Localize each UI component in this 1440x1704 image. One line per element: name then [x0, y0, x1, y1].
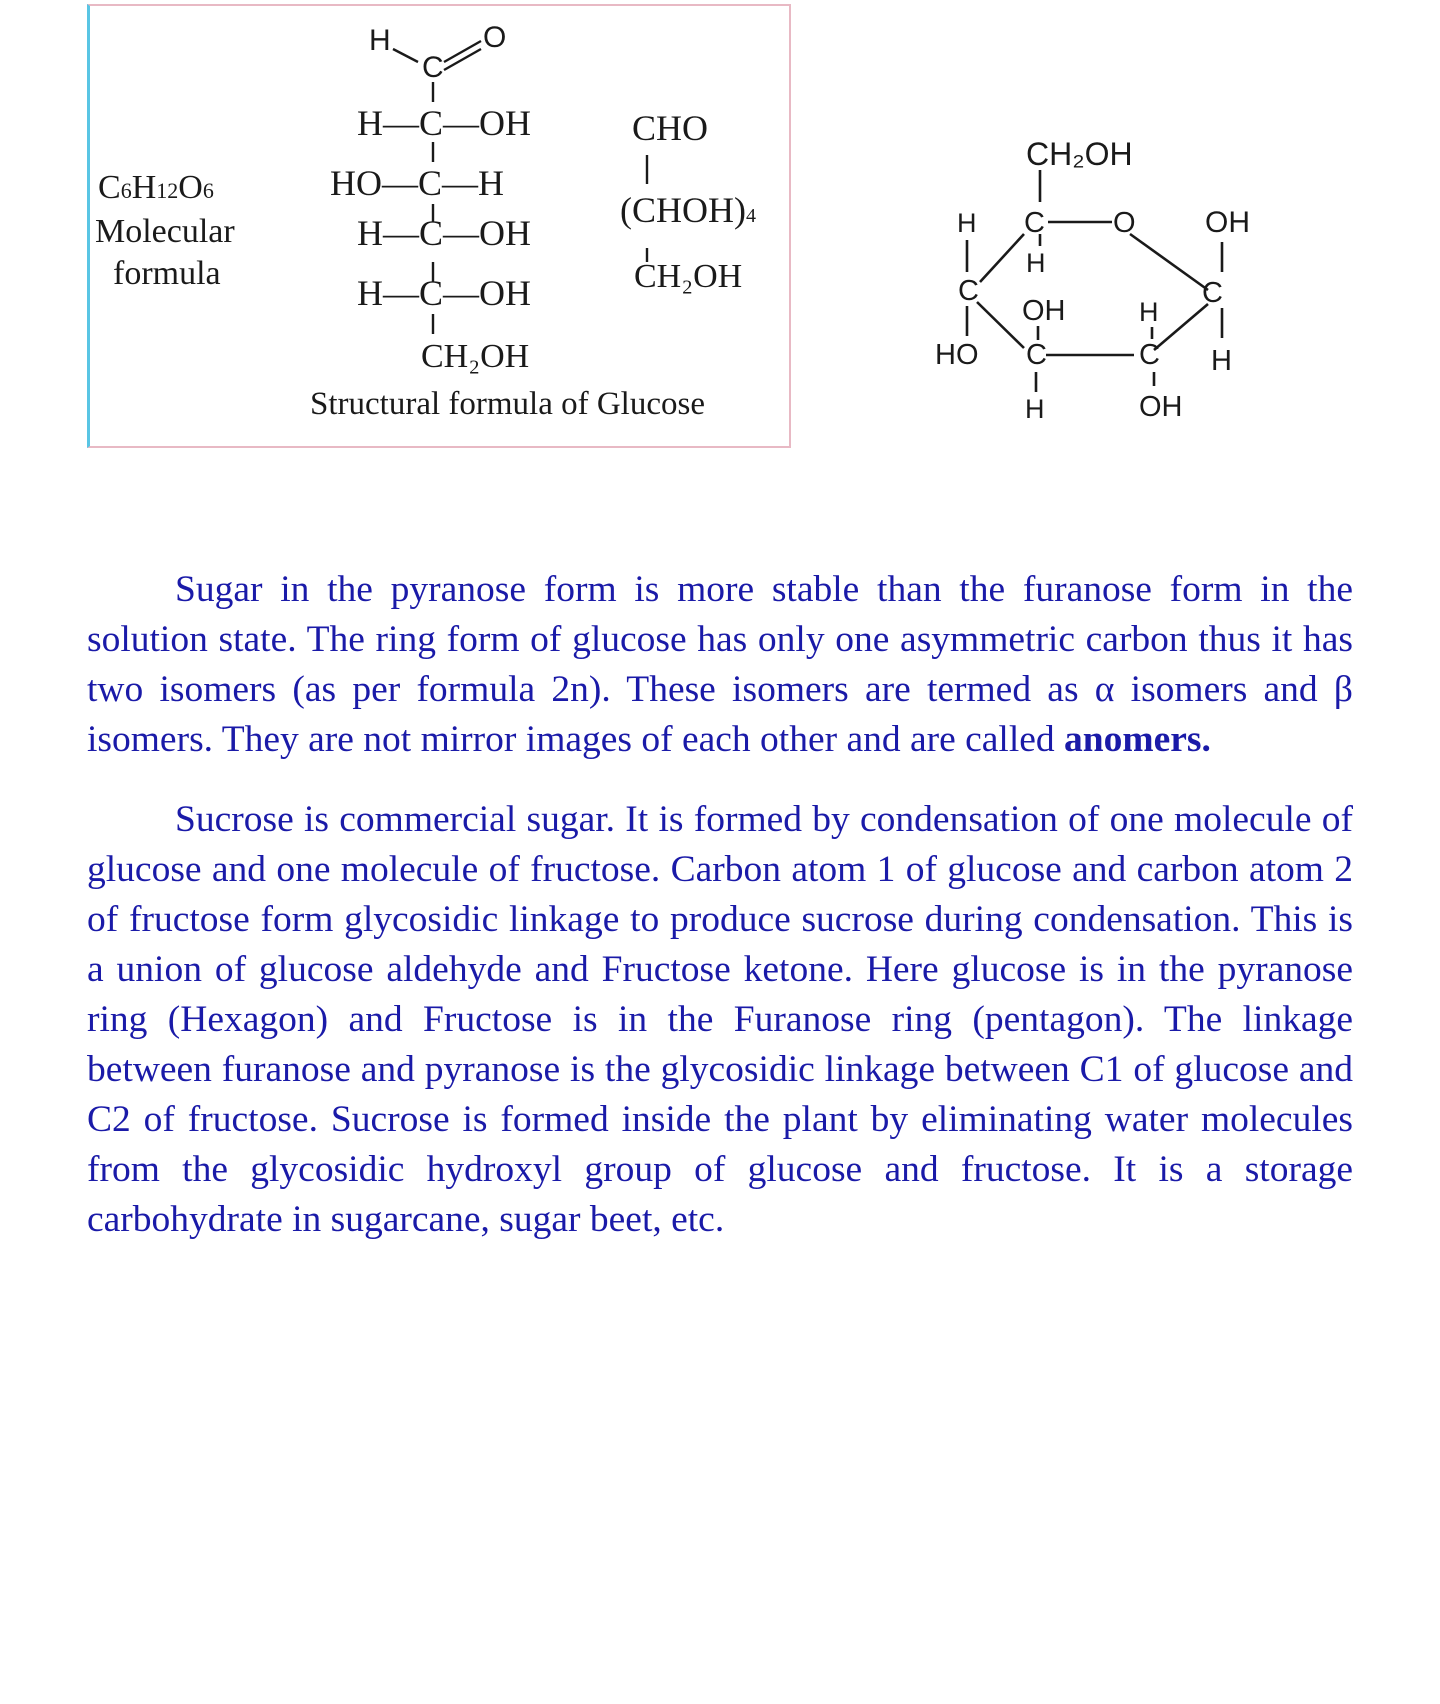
ring-c3-h: H	[1025, 394, 1045, 424]
condensed-middle: (CHOH)4	[620, 190, 756, 230]
ring-c3: C	[1026, 339, 1047, 371]
molecular-formula-label-line2: formula	[113, 255, 221, 292]
ring-c2-oh: OH	[1139, 391, 1183, 423]
chain-row-3: H—C—OH	[357, 213, 532, 253]
condensed-bottom: CH₂OH	[634, 258, 743, 295]
paragraph-anomers: Sugar in the pyranose form is more stable than the furanose form in the solution state. The ring form of glucose has only one asymmetric carbon thus it has two isomers (as per formula 2n). These isomers are termed as α isomers and β isomers. They are not mirror images of each other and are called anomers.	[87, 569, 1353, 760]
ring-c5-h: H	[1026, 248, 1046, 278]
ring-c4-ho: HO	[935, 339, 979, 371]
chain-row-4: H—C—OH	[357, 273, 532, 313]
ring-bond	[1130, 234, 1208, 290]
aldehyde-o: O	[483, 21, 507, 54]
paragraph-sucrose: Sucrose is commercial sugar. It is formed by condensation of one molecule of glucose and one molecule of fructose. Carbon atom 1 of glucose and carbon atom 2 of fructose form glycosidic linkage to produce sucrose during condensation. This is a union of glucose aldehyde and Fructose ketone. Here glucose is in the pyranose ring (Hexagon) and Fructose is in the Furanose ring (pentagon). The linkage between furanose and pyranose is the glycosidic linkage between C1 of glucose and C2 of fructose. Sucrose is formed inside the plant by eliminating water molecules from the glycosidic hydroxyl group of glucose and fructose. It is a storage carbohydrate in sugarcane, sugar beet, etc.	[87, 799, 1353, 1240]
aldehyde-c: C	[422, 51, 444, 84]
ring-c1: C	[1202, 277, 1223, 309]
ring-c5: C	[1024, 207, 1045, 239]
ring-c2: C	[1139, 339, 1160, 371]
ring-c4-h: H	[957, 208, 977, 238]
chain-row-1: H—C—OH	[357, 103, 532, 143]
ring-oxygen: O	[1113, 207, 1136, 239]
ring-c4: C	[958, 275, 979, 307]
molecular-formula: C6H12O6	[98, 169, 214, 206]
molecular-formula-label-line1: Molecular	[95, 213, 235, 250]
chain-bottom: CH₂OH	[421, 338, 530, 375]
ring-bond	[1154, 304, 1208, 350]
ring-c3-oh: OH	[1022, 295, 1066, 327]
body-text	[87, 565, 1353, 1275]
ring-c1-h: H	[1211, 345, 1232, 377]
ring-bond	[980, 234, 1024, 282]
ring-bond	[977, 302, 1024, 348]
figure-caption: Structural formula of Glucose	[310, 386, 705, 422]
ring-c1-oh: OH	[1205, 206, 1250, 239]
term-anomers: anomers.	[1064, 719, 1211, 760]
ring-top-group: CH₂OH	[1026, 136, 1133, 172]
glucose-ring-structure-figure	[0, 0, 1440, 460]
ring-c2-h: H	[1139, 297, 1159, 327]
aldehyde-h: H	[369, 24, 391, 57]
condensed-top: CHO	[632, 108, 709, 148]
chain-row-2: HO—C—H	[330, 163, 505, 203]
